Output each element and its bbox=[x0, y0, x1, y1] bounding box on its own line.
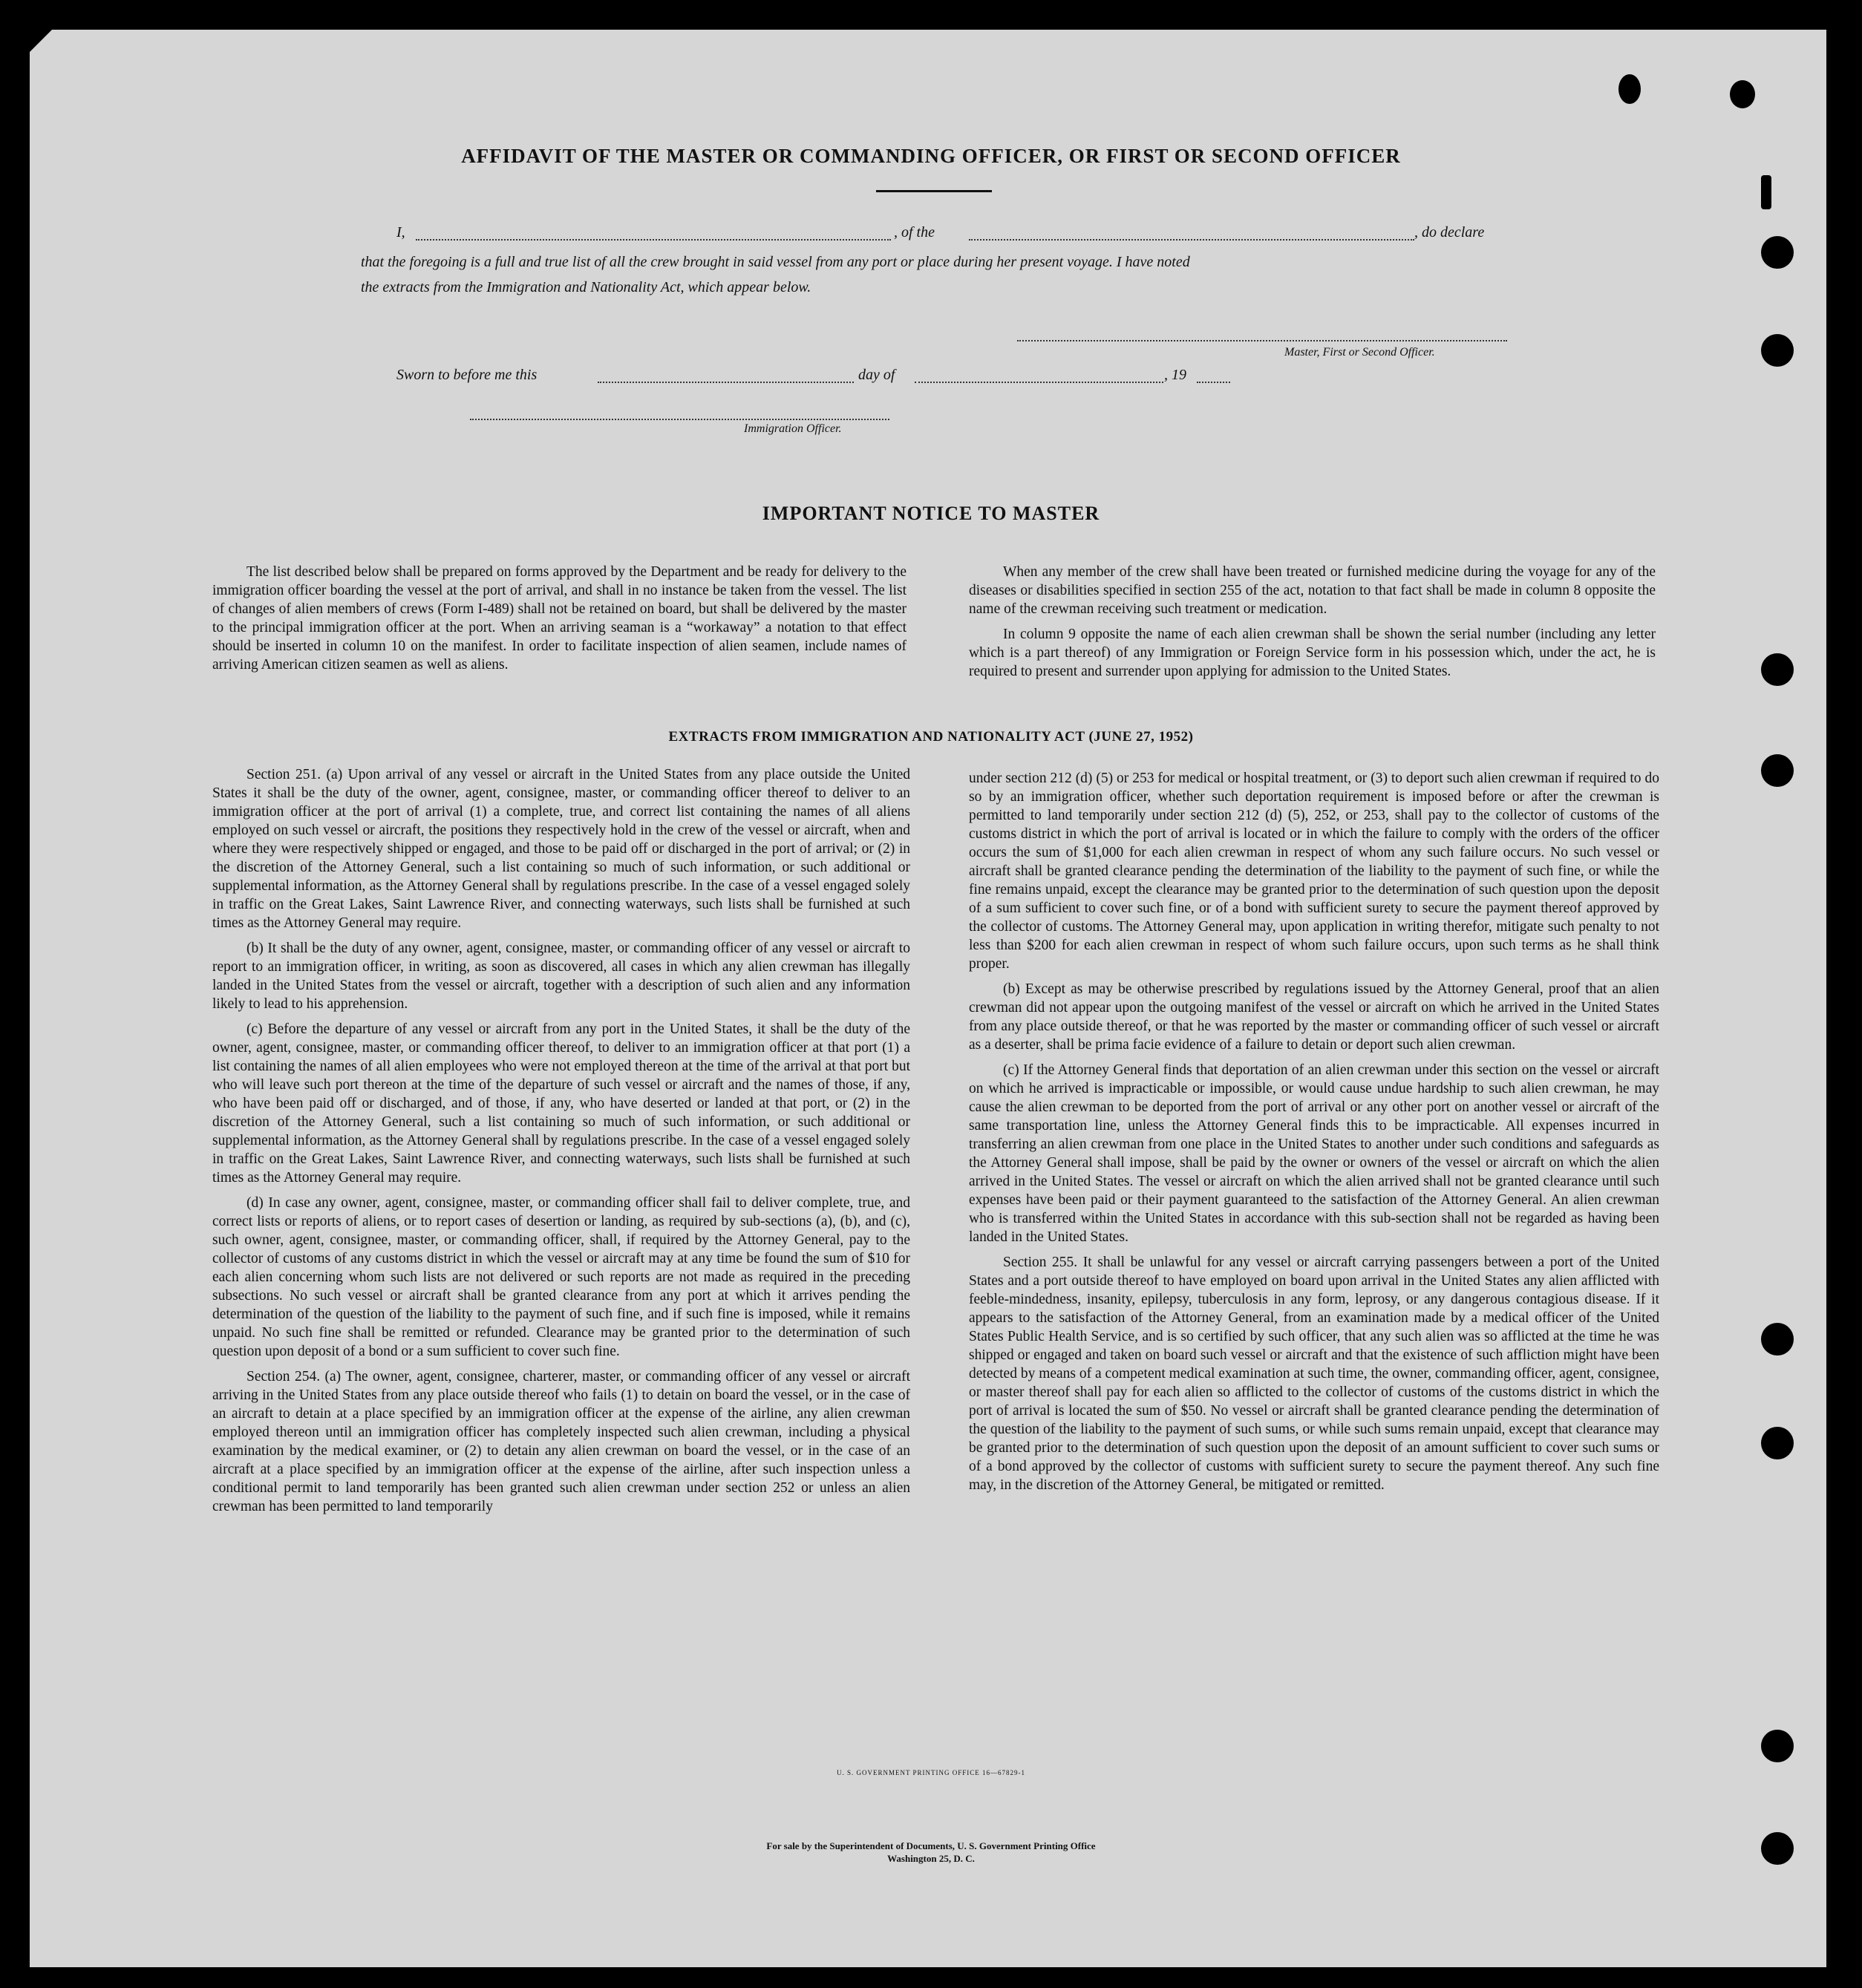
notice-right-paragraph-2: In column 9 opposite the name of each alien crewman shall be shown the serial number (including any letter which is a part thereof) of any Immigration or Foreign Service form in his possession which, under the act, he is required to present and surrender upon applying for admission to the United States. bbox=[969, 627, 1656, 679]
sale-notice bbox=[0, 1840, 1862, 1865]
extracts-left-column bbox=[212, 765, 910, 1523]
immigration-officer-caption: Immigration Officer. bbox=[744, 422, 842, 435]
sale-line-2: Washington 25, D. C. bbox=[887, 1853, 975, 1864]
affidavit-of-the: , of the bbox=[894, 224, 935, 241]
sale-line-1: For sale by the Superintendent of Documents, U. S. Government Printing Office bbox=[766, 1840, 1096, 1851]
affidavit-do-declare: , do declare bbox=[1414, 224, 1485, 241]
affidavit-i: I, bbox=[396, 224, 405, 241]
master-signature-field[interactable] bbox=[1017, 340, 1507, 341]
notice-left-paragraph: The list described below shall be prepared on forms approved by the Department and be ready for delivery to the immigration officer boarding the vessel at the port of arrival, and shall in no instance be taken from the vessel. The list of changes of alien members of crews (Form I-489) shall not be retained on board, but shall be delivered by the master to the principal immigration officer at the port. When an arriving seaman is a “workaway” a notation to that effect should be inserted in column 10 on the manifest. In order to facilitate inspection of alien seamen, include names of arriving American citizen seamen as well as aliens. bbox=[212, 564, 906, 673]
binder-hole bbox=[1761, 1323, 1794, 1356]
extract-paragraph: (c) If the Attorney General finds that deportation of an alien crewman under this section on the vessel or aircraft on which he arrived is impracticable or impossible, or would cause undue hardship to such alien crewman, he may cause the alien crewman to be deported from the port of arrival or any other port on another vessel or aircraft of the same transportation line, unless the Attorney General finds this to be impracticable. All expenses incurred in transferring an alien crewman from one place in the United States to another under such conditions and safeguards as the Attorney General shall impose, shall be paid by the owner or owners of the vessel or aircraft on which the alien arrived in the United States. The vessel or aircraft on which the alien arrived shall not be granted clearance until such expenses have been paid or their payment guaranteed to the satisfaction of the Attorney General. An alien crewman who is transferred within the United States in accordance with this sub-section shall not be regarded as having been landed in the United States. bbox=[969, 1062, 1659, 1245]
binder-hole bbox=[1761, 754, 1794, 787]
binder-hole bbox=[1761, 1427, 1794, 1459]
sworn-month-field[interactable] bbox=[915, 382, 1163, 383]
binder-hole bbox=[1761, 653, 1794, 686]
binder-hole bbox=[1761, 1730, 1794, 1762]
vessel-name-field[interactable] bbox=[969, 239, 1414, 241]
ink-blot bbox=[1618, 74, 1641, 104]
printing-office-line: U. S. GOVERNMENT PRINTING OFFICE 16—67829-1 bbox=[836, 1769, 1026, 1776]
extract-paragraph: (c) Before the departure of any vessel or aircraft from any port in the United States, it shall be the duty of the owner, agent, consignee, master, or commanding officer thereof, to deliver to an immigration officer at that port (1) a list containing the names of all alien employees who were not employed thereon at the time of the arrival at that port but who will leave such port thereon at the time of the departure of such vessel or aircraft and the names of those, if any, who have been paid off or discharged, and of those, if any, who have deserted or landed at that port, or (2) in the discretion of the Attorney General, such a list containing so much of such information, or such additional or supplemental information, as the Attorney General shall by regulations prescribe. In the case of a vessel engaged solely in traffic on the Great Lakes, Saint Lawrence River, and connecting waterways, such lists shall be furnished at such times as the Attorney General may require. bbox=[212, 1021, 910, 1186]
binder-hole bbox=[1761, 236, 1794, 269]
affidavit-title: AFFIDAVIT OF THE MASTER OR COMMANDING OFFICER, OR FIRST OR SECOND OFFICER bbox=[461, 145, 1401, 167]
ink-blot bbox=[1761, 175, 1771, 209]
notice-title: IMPORTANT NOTICE TO MASTER bbox=[762, 503, 1100, 524]
binder-hole bbox=[1761, 334, 1794, 367]
extract-paragraph: Section 251. (a) Upon arrival of any vessel or aircraft in the United States from any place outside the United States it shall be the duty of the owner, agent, consignee, master, or commanding officer thereof to deliver to an immigration officer at the port of arrival (1) a complete, true, and correct list containing the names of all aliens employed on such vessel or aircraft, the positions they respectively hold in the crew of the vessel or aircraft, when and where they were respectively shipped or engaged, and those to be paid off or discharged in the port of arrival; or (2) in the discretion of the Attorney General, such a list containing so much of such information, or such additional or supplemental information, as the Attorney General shall by regulations prescribe. In the case of a vessel engaged solely in traffic on the Great Lakes, Saint Lawrence River, and connecting waterways, such lists shall be furnished at such times as the Attorney General may require. bbox=[212, 767, 910, 931]
extracts-title: EXTRACTS FROM IMMIGRATION AND NATIONALITY ACT (JUNE 27, 1952) bbox=[668, 729, 1194, 745]
extract-paragraph: (b) Except as may be otherwise prescribed by regulations issued by the Attorney General, proof that an alien crewman did not appear upon the outgoing manifest of the vessel or aircraft on which he arrived in the United States from any place outside thereof, or that he was reported by the master or commanding officer of such vessel or aircraft as a deserter, shall be prima facie evidence of a failure to detain or deport such alien crewman. bbox=[969, 981, 1659, 1053]
extract-paragraph: under section 212 (d) (5) or 253 for medical or hospital treatment, or (3) to deport such alien crewman if required to do so by an immigration officer, whether such deportation requirement is imposed before or after the crewman is permitted to land temporarily under section 212 (d) (5), 252, or 253, shall pay to the collector of customs of the customs district in which the port of arrival is located or in which the failure to comply with the orders of the officer occurs the sum of $1,000 for each alien crewman in respect of whom any such failure occurs. No such vessel or aircraft shall be granted clearance pending the determination of the liability to the payment of such fine, or while the fine remains unpaid, except the clearance may be granted prior to the determination of such question upon the deposit of a sum sufficient to cover such fine, or of a bond with sufficient surety to secure the payment thereof approved by the collector of customs. The Attorney General may, upon application in writing therefor, mitigate such penalty to not less than $200 for each alien crewman in respect of whom such failure occurs, upon such terms as he shall think proper. bbox=[969, 771, 1659, 972]
affidavit-line3: the extracts from the Immigration and Nationality Act, which appear below. bbox=[361, 279, 811, 295]
sworn-label: Sworn to before me this bbox=[396, 367, 538, 383]
notice-left-column bbox=[212, 563, 906, 681]
immigration-officer-signature-field[interactable] bbox=[470, 419, 889, 420]
notice-right-paragraph-1: When any member of the crew shall have been treated or furnished medicine during the voyage for any of the diseases or disabilities specified in section 255 of the act, notation to that fact shall be made in column 8 opposite the name of the crewman receiving such treatment or medication. bbox=[969, 564, 1656, 617]
ink-blot bbox=[1730, 80, 1755, 108]
sworn-day-field[interactable] bbox=[598, 382, 854, 383]
year-prefix: , 19 bbox=[1164, 367, 1186, 383]
extract-paragraph: Section 254. (a) The owner, agent, consignee, charterer, master, or commanding officer of any vessel or aircraft arriving in the United States from any place outside thereof who fails (1) to detain on board the vessel, or in the case of an aircraft to detain at a place specified by an immigration officer at the expense of the airline, any alien crewman employed thereon until an immigration officer has completely inspected such alien crewman, including a physical examination by the medical examiner, or (2) to detain any alien crewman on board the vessel, or in the case of an aircraft at a place specified by an immigration officer at the expense of the airline, after such inspection unless a conditional permit to land temporarily has been granted such alien crewman under section 252 or unless an alien crewman has been permitted to land temporarily bbox=[212, 1369, 910, 1514]
day-of-label: day of bbox=[858, 367, 895, 383]
notice-right-column bbox=[969, 563, 1656, 687]
master-caption: Master, First or Second Officer. bbox=[1284, 346, 1435, 359]
extract-paragraph: Section 255. It shall be unlawful for any vessel or aircraft carrying passengers between a port of the United States and a port outside thereof to have employed on board upon arrival in the United States any alien afflicted with feeble-mindedness, insanity, epilepsy, tuberculosis in any form, leprosy, or any dangerous contagious disease. If it appears to the satisfaction of the Attorney General, from an examination made by a medical officer of the United States Public Health Service, and is so certified by such officer, that any such alien was so afflicted at the time he was shipped or engaged and taken on board such vessel or aircraft and that the existence of such affliction might have been detected by means of a competent medical examination at such time, the owner, commanding officer, agent, consignee, or master thereof shall pay for each alien so afflicted to the collector of customs of the customs district in which the port of arrival is located the sum of $50. No vessel or aircraft shall be granted clearance pending the determination of the question of the liability to the payment of such sums, or while such sums remain unpaid, except that clearance may be granted prior to the determination of such question upon the deposit of an amount sufficient to cover such sums or of a bond approved by the collector of customs with sufficient surety to secure the payment thereof. Any such fine may, in the discretion of the Attorney General, be mitigated or remitted. bbox=[969, 1255, 1659, 1493]
affidavit-line2: that the foregoing is a full and true list of all the crew brought in said vessel from any port or place during her present voyage. I have noted bbox=[361, 254, 1190, 270]
sworn-year-field[interactable] bbox=[1197, 382, 1230, 383]
title-underline bbox=[876, 190, 992, 192]
declarant-name-field[interactable] bbox=[416, 239, 891, 241]
extract-paragraph: (b) It shall be the duty of any owner, agent, consignee, master, or commanding officer of any vessel or aircraft to report to an immigration officer, in writing, as soon as discovered, all cases in which any alien crewman has illegally landed in the United States from the vessel or aircraft, together with a description of such alien and any information likely to lead to his apprehension. bbox=[212, 941, 910, 1012]
extract-paragraph: (d) In case any owner, agent, consignee, master, or commanding officer shall fail to deliver complete, true, and correct lists or reports of aliens, or to report cases of desertion or landing, as required by sub-sections (a), (b), and (c), such owner, agent, consignee, master, or commanding officer, shall, if required by the Attorney General, pay to the collector of customs of any customs district in which the vessel or aircraft may at any time be found the sum of $10 for each alien concerning whom such lists are not delivered or such reports are not made as required in the preceding subsections. No such vessel or aircraft shall be granted clearance from any port at which it arrives pending the determination of the question of the liability to the payment of such fine, and if such fine is imposed, while it remains unpaid. No such fine shall be remitted or refunded. Clearance may be granted prior to the determination of such question upon deposit of a bond or a sum sufficient to cover such fine. bbox=[212, 1195, 910, 1359]
extracts-right-column bbox=[969, 769, 1659, 1501]
